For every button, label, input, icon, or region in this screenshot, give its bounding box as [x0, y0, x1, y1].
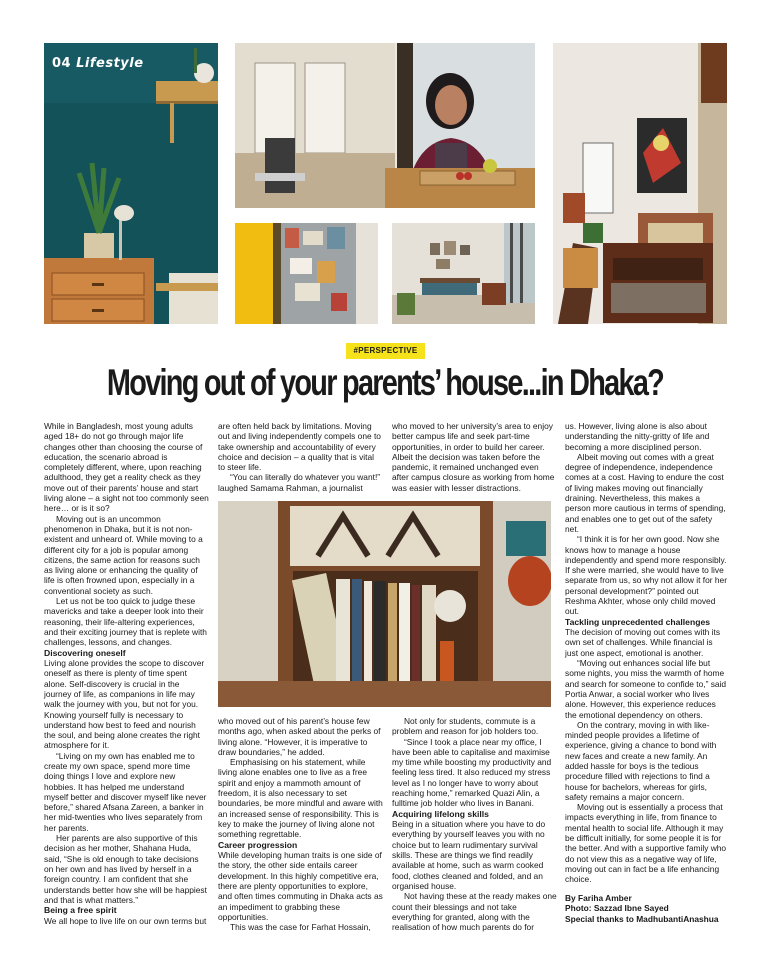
- paragraph: Let us not be too quick to judge these mavericks and take a deeper look into their reasoning, their life-altering experiences, and their exciting journey that is replete with challenges, lessons, and changes.: [44, 596, 207, 648]
- paragraph: While in Bangladesh, most young adults aged 18+ do not go through major life changes other than choosing the course of education, the scenario abroad is completely different, where, upon reaching adulthood, they get a reality check as they move out of their parents’ house and start living alone – a sight not too commonly seen here… or is it so?: [44, 421, 209, 514]
- article-headline: Moving out of your parents’ house...in Dhaka?: [106, 362, 664, 403]
- photo-woman-kitchen: [235, 43, 535, 208]
- subheading-acquiring-lifelong-skills: Acquiring lifelong skills: [392, 808, 489, 819]
- paragraph: Albeit moving out comes with a great degree of independence, independence comes at a cost. Having to endure the cost of living makes moving out financially draining. Nevertheless, this makes a person more cautious in terms of spending, and enables one to get out of the safety net.: [565, 451, 726, 534]
- photo-teal-wall-corner: [44, 43, 218, 324]
- subheading-career-progression: Career progression: [218, 839, 298, 850]
- paragraph: Not only for students, commute is a problem and reason for job holders too.: [392, 716, 539, 737]
- page-folio: [52, 56, 144, 71]
- paragraph: On the contrary, moving in with like-minded people provides a lifetime of experience, giving a chance to bond with new faces and create a new family. An added hassle for boys is the tedious procedure filled with rejections to find a house for bachelors, whereas for girls, safety remains a major concern.: [565, 719, 717, 802]
- category-tag: #PERSPECTIVE: [346, 343, 425, 359]
- page-number: 04: [52, 56, 72, 71]
- column-4: [565, 421, 727, 924]
- paragraph: who moved out of his parent’s house few months ago, when asked about the perks of living alone. “However, it is imperative to draw boundaries,” he added.: [218, 716, 381, 757]
- paragraph: Living alone provides the scope to discover oneself as there is plenty of time spent alone. Self-discovery is crucial in the journey of life, as companions in life may walk the journey with you, but not for you. Knowing yourself fully is necessary to understand how best to feed and nourish the soul, and being alone creates the right atmosphere for it.: [44, 658, 205, 751]
- paragraph: Moving out is essentially a process that impacts everything in life, from finance to mental health to social life. Although it may be difficult initially, for some people it is for the better. And with a supportive family who do not view this as a negative way of life, moving out can in fact be a life enhancing choice.: [565, 802, 727, 885]
- special-thanks: Special thanks to MadhubantiAnashua: [565, 913, 719, 924]
- paragraph: Emphasising on his statement, while living alone enables one to live as a free spirit and enjoy a mammoth amount of freedom, it is also necessary to set boundaries, be more mindful and aware with an increased sense of responsibility. This is key to make the journey of living alone not something regrettable.: [218, 757, 383, 840]
- paragraph: “Living on my own has enabled me to create my own space, spend more time doing things I love and explore new hobbies. It has helped me understand myself better and discover myself like never before,” shared Afsana Zareen, a banker in her mid-twenties who lives separately from her parents.: [44, 750, 207, 833]
- subheading-discovering-oneself: Discovering oneself: [44, 647, 126, 658]
- paragraph: We all hope to live life on our own terms but: [44, 915, 207, 926]
- byline: By Fariha Amber: [565, 892, 632, 903]
- paragraph: This was the case for Farhat Hossain,: [230, 922, 371, 933]
- section-logo: Lifestyle: [76, 56, 144, 71]
- paragraph: “Moving out enhances social life but some nights, you miss the warmth of home and search for someone to confide to,” said Portia Anwar, a social worker who lives alone. However, this experience reduces the emotional dependency on others.: [565, 658, 727, 720]
- paragraph: Not having these at the ready makes one count their blessings and not take everything for granted, along with the realisation of how much parents do for: [392, 891, 557, 933]
- column-3-bottom: [392, 716, 557, 932]
- column-1: [44, 421, 209, 926]
- photo-books-chest: [218, 501, 551, 707]
- column-3-top: [392, 421, 557, 493]
- subheading-tackling-challenges: Tackling unprecedented challenges: [565, 616, 711, 627]
- paragraph: “I think it is for her own good. Now she knows how to manage a house independently and spend more responsibly. If she were married, she would have to live separate from us, so why not allow it for her personal development?” pointed out Reshma Akhter, whose only child moved out.: [565, 534, 727, 617]
- paragraph: Being in a situation where you have to do everything by yourself leaves you with no choice but to learn rudimentary survival skills. These are things we find readily available at home, such as warm cooked food, clothes cleaned and folded, and an organised house.: [392, 819, 546, 891]
- paragraph: who moved to her university’s area to enjoy better campus life and seek part-time opportunities, in order to build her career. Albeit the decision was taken before the pandemic, it remained unchanged even after campus closure as working from home was easier with lesser distractions.: [392, 421, 555, 493]
- paragraph: Moving out is an uncommon phenomenon in Dhaka, but it is not non-existent and unheard of. While moving to a different city for a job is popular among citizens, the same action for reasons such as living alone or enhancing the quality of life is often frowned upon, especially in a conventional society as such.: [44, 513, 203, 596]
- paragraph: “Since I took a place near my office, I have been able to capitalise and maximise my time while boosting my productivity and feeling less tired. It also reduced my stress level as I no longer have to worry about reaching home,” remarked Quazi Alin, a fulltime job holder who lives in Banani.: [392, 736, 552, 809]
- photo-fridge-magnets: [235, 223, 378, 324]
- photo-credit: Photo: Sazzad Ibne Sayed: [565, 903, 669, 914]
- paragraph: are often held back by limitations. Moving out and living independently compels one to take ownership and accountability of every choice and decision – a quality that is vital to steer life.: [218, 421, 381, 473]
- photo-living-room-bench: [553, 43, 727, 324]
- subheading-being-a-free-spirit: Being a free spirit: [44, 905, 117, 916]
- paragraph: “You can literally do whatever you want!” laughed Samama Rahman, a journalist: [218, 472, 381, 493]
- column-2-bottom: [218, 716, 383, 932]
- paragraph: While developing human traits is one side of the story, the other side entails career development. In this highly competitive era, there are plenty opportunities to explore, and often times commuting in Dhaka acts as an impediment to grabbing these opportunities.: [218, 850, 383, 922]
- column-2-top: [218, 421, 383, 493]
- photo-sitting-room: [392, 223, 535, 324]
- paragraph: The decision of moving out comes with its own set of challenges. While financial is just one aspect, emotional is another.: [565, 627, 721, 658]
- paragraph: us. However, living alone is also about understanding the nitty-gritty of life and becoming a more disciplined person.: [565, 421, 710, 452]
- paragraph: Her parents are also supportive of this decision as her mother, Shahana Huda, said, “She is old enough to take decisions on her own and has lived by herself in a foreign country. I am confident that she understands better how she will be happiest and that is what matters.”: [44, 833, 207, 905]
